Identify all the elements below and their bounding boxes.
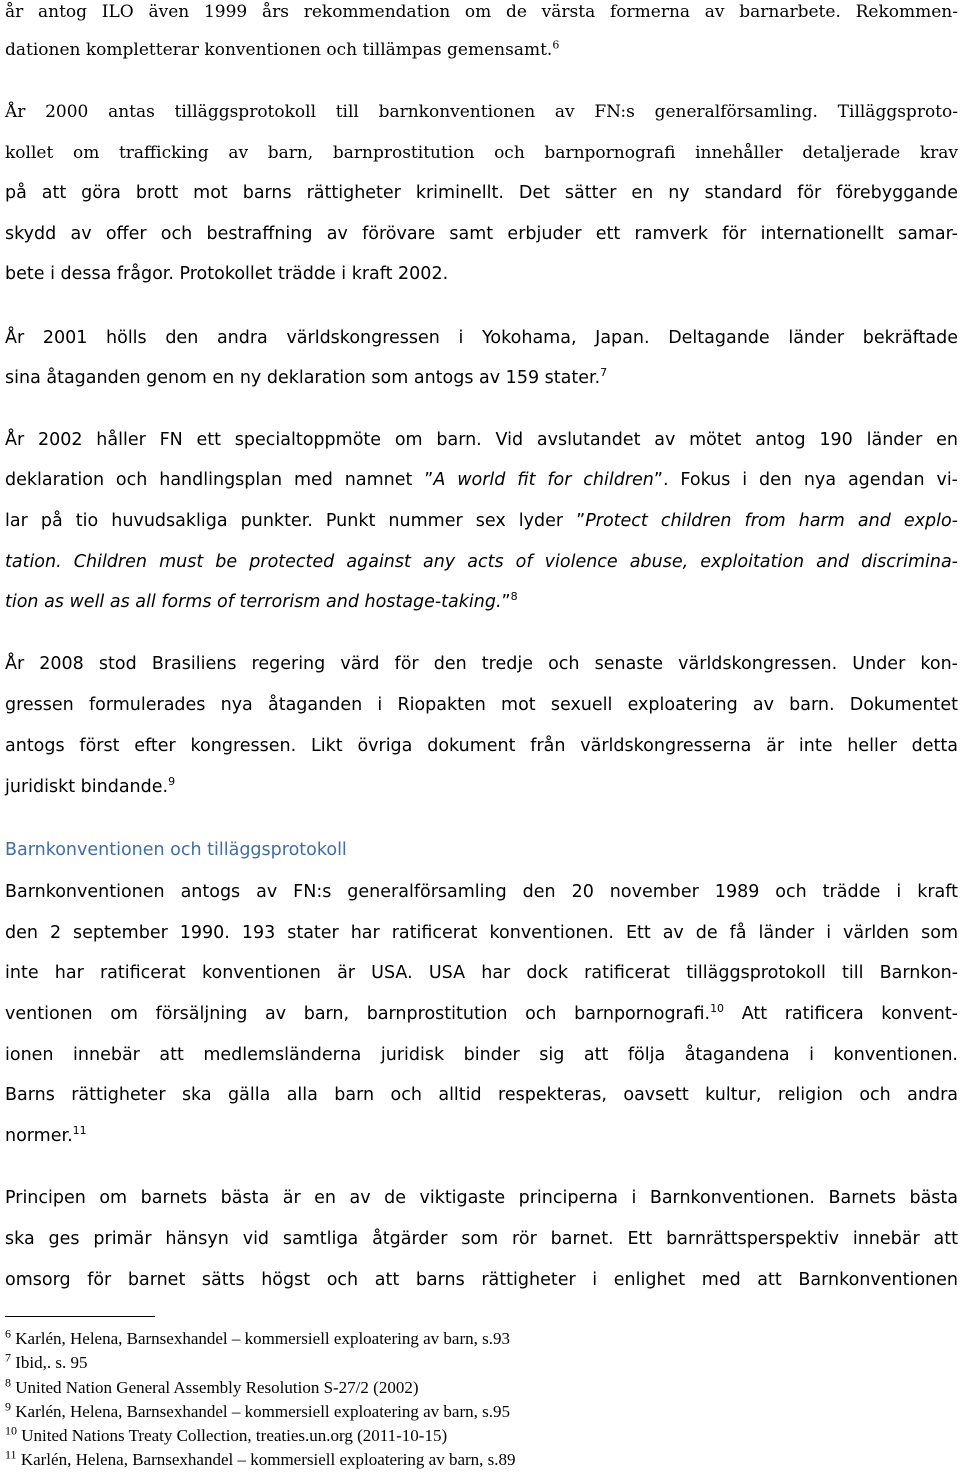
paragraph-line: år antog ILO även 1999 års rekommendation om de värsta formerna av barnarbete. Rekommen-: [5, 2, 958, 22]
paragraph-line: den 2 september 1990. 193 stater har ratificerat konventionen. Ett av de få länder i världen som: [5, 923, 958, 943]
footnote-ref: 11: [72, 1124, 87, 1138]
paragraph-line: kollet om trafficking av barn, barnprostitution och barnpornografi innehåller detaljerade krav: [5, 143, 958, 163]
italic-quote: A world fit for children: [433, 470, 654, 490]
footnote-separator: [5, 1316, 155, 1317]
footnote: $^{10}$ United Nations Treaty Collection, treaties.un.org (2011-10-15): [5, 1423, 448, 1445]
paragraph-line: dationen kompletterar konventionen och tillämpas gemensamt.$^6$: [5, 38, 560, 60]
footnote: $^7$ Ibid,. s. 95: [5, 1350, 88, 1372]
paragraph-line: juridiskt bindande.$^9$: [5, 775, 176, 797]
footnote-ref: 9: [168, 775, 176, 789]
paragraph-line: gressen formulerades nya åtaganden i Riopakten mot sexuell exploatering av barn. Dokumentet: [5, 695, 958, 715]
paragraph-line: sina åtaganden genom en ny deklaration som antogs av 159 stater.$^7$: [5, 366, 608, 388]
paragraph-line: ska ges primär hänsyn vid samtliga åtgärder som rör barnet. Ett barnrättsperspektiv innebär att: [5, 1229, 958, 1249]
footnote-ref: 10: [710, 1002, 725, 1016]
footnote-ref: 7: [600, 366, 608, 380]
footnote-ref: 6: [552, 38, 560, 52]
paragraph-line: tion as well as all forms of terrorism and hostage-taking.”$^8$: [5, 590, 518, 612]
paragraph-line: normer.$^{11}$: [5, 1124, 87, 1146]
footnote: $^8$ United Nation General Assembly Resolution S-27/2 (2002): [5, 1375, 419, 1397]
paragraph-line: År 2002 håller FN ett specialtoppmöte om barn. Vid avslutandet av mötet antog 190 länder en: [5, 430, 958, 450]
paragraph-line: År 2001 hölls den andra världskongressen i Yokohama, Japan. Deltagande länder bekräftade: [5, 328, 958, 348]
paragraph-line: deklaration och handlingsplan med namnet ”A world fit for children”. Fokus i den nya agendan vi-: [5, 470, 958, 490]
paragraph-line: Barns rättigheter ska gälla alla barn och alltid respekteras, oavsett kultur, religion och andra: [5, 1085, 958, 1105]
paragraph-line: lar på tio huvudsakliga punkter. Punkt nummer sex lyder ”Protect children from harm and explo-: [5, 511, 958, 531]
footnote: $^{11}$ Karlén, Helena, Barnsexhandel – kommersiell exploatering av barn, s.89: [5, 1447, 516, 1469]
footnote: $^9$ Karlén, Helena, Barnsexhandel – kommersiell exploatering av barn, s.95: [5, 1399, 510, 1421]
paragraph-line: skydd av offer och bestraffning av förövare samt erbjuder ett ramverk för internationellt samar-: [5, 224, 958, 244]
paragraph-line: År 2000 antas tilläggsprotokoll till barnkonventionen av FN:s generalförsamling. Tilläggsproto-: [5, 102, 958, 122]
paragraph-line: ventionen om försäljning av barn, barnprostitution och barnpornografi.$^{10}$ Att ratificera konvent-: [5, 1002, 958, 1024]
footnote: $^6$ Karlén, Helena, Barnsexhandel – kommersiell exploatering av barn, s.93: [5, 1326, 510, 1348]
paragraph-line: Barnkonventionen antogs av FN:s generalförsamling den 20 november 1989 och trädde i kraft: [5, 882, 958, 902]
paragraph-line: antogs först efter kongressen. Likt övriga dokument från världskongresserna är inte heller detta: [5, 736, 958, 756]
paragraph-line: inte har ratificerat konventionen är USA. USA har dock ratificerat tilläggsprotokoll till Barnkon-: [5, 963, 958, 983]
paragraph-line: bete i dessa frågor. Protokollet trädde i kraft 2002.: [5, 264, 449, 284]
paragraph-line: tation. Children must be protected against any acts of violence abuse, exploitation and discrimina-: [5, 552, 958, 572]
section-heading: Barnkonventionen och tilläggsprotokoll: [5, 840, 347, 860]
paragraph-line: År 2008 stod Brasiliens regering värd för den tredje och senaste världskongressen. Under kon-: [5, 654, 958, 674]
paragraph-line: på att göra brott mot barns rättigheter kriminellt. Det sätter en ny standard för förebyggande: [5, 183, 958, 203]
paragraph-line: ionen innebär att medlemsländerna juridisk binder sig att följa åtagandena i konventionen.: [5, 1045, 958, 1065]
footnote-ref: 8: [510, 590, 518, 604]
paragraph-line: omsorg för barnet sätts högst och att barns rättigheter i enlighet med att Barnkonventionen: [5, 1270, 958, 1290]
paragraph-line: Principen om barnets bästa är en av de viktigaste principerna i Barnkonventionen. Barnets bästa: [5, 1188, 958, 1208]
italic-quote: Protect children from harm and explo-: [585, 511, 958, 531]
